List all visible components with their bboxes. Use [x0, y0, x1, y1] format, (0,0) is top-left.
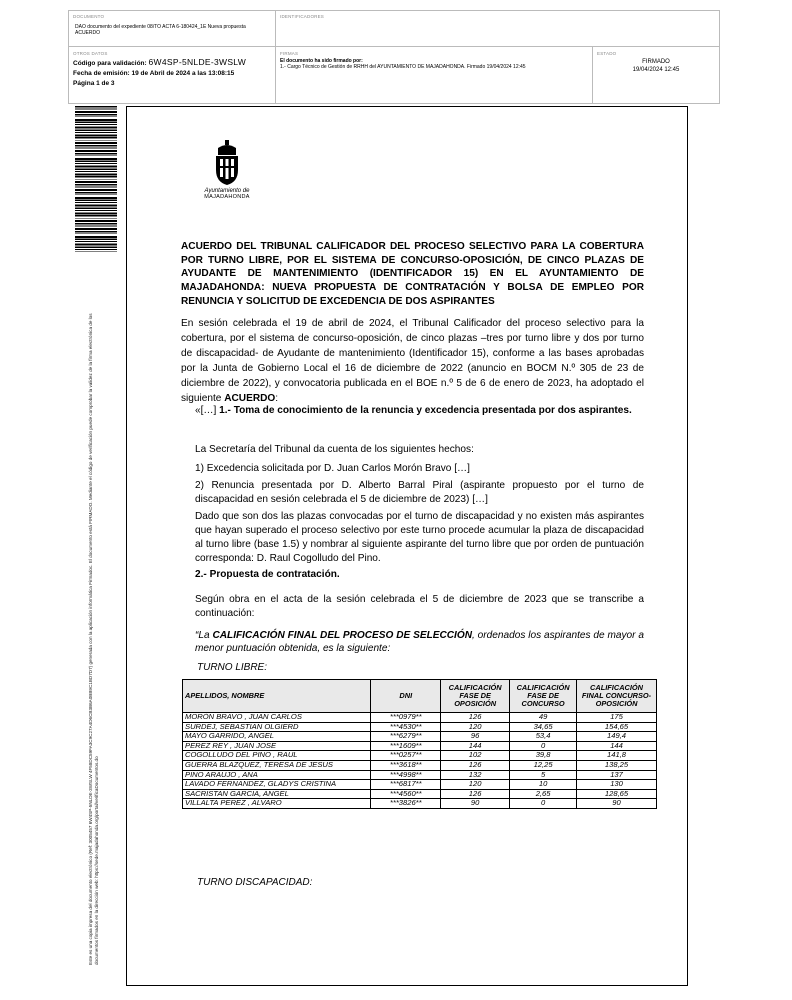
cell-dni: ***4560** — [371, 789, 441, 799]
section-1-prefix: «[…] — [195, 405, 220, 416]
table-header-row — [183, 680, 657, 713]
municipal-logo — [195, 140, 259, 200]
cell-oposicion: 120 — [441, 722, 510, 732]
turno-discapacidad-label: TURNO DISCAPACIDAD: — [197, 877, 313, 888]
quote-rest: , ordenados los aspirantes de mayor a menor puntuación obtenida, es la siguiente: — [195, 630, 644, 654]
cell-oposicion: 96 — [441, 732, 510, 742]
validation-code — [73, 58, 271, 68]
coat-of-arms-icon — [212, 140, 242, 186]
cell-name: MORÓN BRAVO , JUAN CARLOS — [183, 713, 371, 723]
table-row — [183, 799, 657, 809]
estado-label: ESTADO — [597, 51, 617, 56]
cell-oposicion: 126 — [441, 713, 510, 723]
table-row — [183, 713, 657, 723]
section-1-title: 1.- Toma de conocimiento de la renuncia y excedencia presentada por dos aspirantes. — [219, 405, 632, 416]
cell-name: LAVADO FERNANDEZ, GLADYS CRISTINA — [183, 780, 371, 790]
quote-paragraph — [195, 629, 644, 655]
verification-side-text: Este es una copia impresa del documento electrónico (Ref: 3005457 6W4SP-5NLDE-3WSLW 4F58DC59FA3C9C27A4D6CB3B6A0BB9C1BD7D7) generada con la aplicación informática Firmadoc. El documento está FIRMADO. Mediante el código de verificación puede comprobar la validez de la firma electrónica de los documentos firmados en la dirección web: https://sede.majadahonda.org/portal/verificaDocumentos.do — [88, 313, 100, 965]
cell-dni: ***3826** — [371, 799, 441, 809]
intro-end: : — [275, 393, 279, 404]
firmas-cell — [276, 47, 593, 103]
cell-final: 154,65 — [577, 722, 657, 732]
intro-paragraph — [181, 316, 644, 406]
signature-header — [68, 10, 720, 104]
cell-oposicion: 126 — [441, 789, 510, 799]
estado-date: 19/04/2024 12:45 — [632, 67, 680, 73]
otros-datos-cell — [69, 47, 276, 103]
paragraph-acta: Según obra en el acta de la sesión celebrada el 5 de diciembre de 2023 que se transcribe a continuación: — [195, 594, 644, 619]
table-row — [183, 732, 657, 742]
cell-oposicion: 90 — [441, 799, 510, 809]
cell-final: 141,8 — [577, 751, 657, 761]
cell-dni: ***3618** — [371, 760, 441, 770]
cell-concurso: 39,8 — [510, 751, 577, 761]
documento-label: DOCUMENTO — [73, 14, 105, 19]
cell-final: 149,4 — [577, 732, 657, 742]
quote-start: “La — [195, 630, 213, 641]
cell-final: 138,25 — [577, 760, 657, 770]
cell-final: 175 — [577, 713, 657, 723]
results-table — [182, 679, 657, 809]
cell-name: COGOLLUDO DEL PINO , RAUL — [183, 751, 371, 761]
cell-final: 128,65 — [577, 789, 657, 799]
validation-code-label: Código para validación: — [73, 60, 147, 67]
intro-bold: ACUERDO — [224, 393, 276, 404]
section-2-heading: 2.- Propuesta de contratación. — [195, 569, 340, 580]
cell-name: MAYO GARRIDO, ANGEL — [183, 732, 371, 742]
cell-name: VILLALTA PEREZ , ALVARO — [183, 799, 371, 809]
documento-cell — [69, 11, 276, 47]
cell-dni: ***0257** — [371, 751, 441, 761]
signer: 1.- Cargo Técnico de Gestión de RRHH del AYUNTAMIENTO DE MAJADAHONDA. Firmado 19/04/2024 12:45 — [280, 64, 526, 70]
cell-final: 137 — [577, 770, 657, 780]
paragraph-excedencia: 1) Excedencia solicitada por D. Juan Carlos Morón Bravo […] — [195, 463, 470, 474]
paragraph-acumular: Dado que son dos las plazas convocadas por el turno de discapacidad y no existen más aspirantes que hayan superado el proceso selectivo por este turno procede acumular la plaza de discapacidad al turno libre (base 1.5) y nombrar al siguiente aspirante del turno libre que por orden de puntuación corresponda: D. Raul Cogolludo del Pino. — [195, 511, 644, 564]
cell-dni: ***1609** — [371, 741, 441, 751]
cell-concurso: 0 — [510, 799, 577, 809]
cell-name: GUERRA BLAZQUEZ, TERESA DE JESUS — [183, 760, 371, 770]
cell-oposicion: 120 — [441, 780, 510, 790]
cell-dni: ***6279** — [371, 732, 441, 742]
cell-oposicion: 132 — [441, 770, 510, 780]
cell-dni: ***0979** — [371, 713, 441, 723]
logo-line2: MAJADAHONDA — [204, 194, 250, 200]
section-1-heading — [195, 404, 644, 417]
cell-dni: ***4530** — [371, 722, 441, 732]
page-number: Página 1 de 3 — [73, 80, 115, 87]
otros-datos-label: OTROS DATOS — [73, 51, 108, 56]
table-row — [183, 780, 657, 790]
firmas-label: FIRMAS — [280, 51, 299, 56]
header-final: CALIFICACIÓN FINAL CONCURSO-OPOSICIÓN — [577, 680, 657, 713]
estado-value: FIRMADO — [642, 59, 670, 65]
turno-libre-label: TURNO LIBRE: — [197, 662, 268, 673]
cell-concurso: 0 — [510, 741, 577, 751]
cell-concurso: 53,4 — [510, 732, 577, 742]
header-name: APELLIDOS, NOMBRE — [183, 680, 371, 713]
cell-concurso: 49 — [510, 713, 577, 723]
document-title: ACUERDO DEL TRIBUNAL CALIFICADOR DEL PROCESO SELECTIVO PARA LA COBERTURA POR TURNO LIBRE, POR EL SISTEMA DE CONCURSO-OPOSICIÓN, DE CINCO PLAZAS DE AYUDANTE DE MANTENIMIENTO (IDENTIFICADOR 15) EN EL AYUNTAMIENTO DE MAJADAHONDA: NUEVA PROPUESTA DE CONTRATACIÓN Y BOLSA DE EMPLEO POR RENUNCIA Y SOLICITUD DE EXCEDENCIA DE DOS ASPIRANTES — [181, 241, 644, 307]
cell-final: 90 — [577, 799, 657, 809]
intro-text: En sesión celebrada el 19 de abril de 2024, el Tribunal Calificador del proceso selectivo para la cobertura, por el sistema de concurso-oposición, de cinco plazas –tres por turno libre y dos por turno de discapacidad- de Ayudante de mantenimiento (Identificador 15), conforme a las bases aprobadas por la Junta de Gobierno Local el 16 de diciembre de 2022 (anuncio en BOCM N.º 305 de 23 de diciembre de 2022), y convocatoria publicada en el BOE n.º 5 de 6 de enero de 2023, ha adoptado el siguiente — [181, 318, 644, 404]
cell-oposicion: 144 — [441, 741, 510, 751]
cell-dni: ***4998** — [371, 770, 441, 780]
cell-final: 144 — [577, 741, 657, 751]
identificadores-label: IDENTIFICADORES — [280, 14, 325, 19]
cell-oposicion: 126 — [441, 760, 510, 770]
header-oposicion: CALIFICACIÓN FASE DE OPOSICIÓN — [441, 680, 510, 713]
cell-concurso: 34,65 — [510, 722, 577, 732]
paragraph-hechos: La Secretaría del Tribunal da cuenta de los siguientes hechos: — [195, 444, 474, 455]
logo-line1: Ayuntamiento de — [204, 188, 250, 194]
cell-name: PEREZ REY , JUAN JOSE — [183, 741, 371, 751]
header-dni: DNI — [371, 680, 441, 713]
cell-concurso: 10 — [510, 780, 577, 790]
cell-name: SURDEJ, SEBASTIAN OLGIERD — [183, 722, 371, 732]
estado-cell — [593, 47, 719, 103]
paragraph-renuncia: 2) Renuncia presentada por D. Alberto Barral Piral (aspirante propuesto por el turno de discapacidad en sesión celebrada el 5 de diciembre de 2023) […] — [195, 480, 644, 505]
cell-name: SACRISTAN GARCIA, ANGEL — [183, 789, 371, 799]
signed-by-label: El documento ha sido firmado por: — [280, 58, 363, 64]
table-row — [183, 760, 657, 770]
cell-oposicion: 102 — [441, 751, 510, 761]
cell-concurso: 12,25 — [510, 760, 577, 770]
documento-text: DAO documento del expediente 08/TO ACTA 6-180424_1E Nueva propuesta ACUERDO — [75, 24, 246, 36]
cell-concurso: 5 — [510, 770, 577, 780]
identificadores-cell — [276, 11, 719, 47]
quote-bold: CALIFICACIÓN FINAL DEL PROCESO DE SELECCIÓN — [212, 630, 472, 641]
cell-final: 130 — [577, 780, 657, 790]
cell-dni: ***6817** — [371, 780, 441, 790]
emission-date: Fecha de emisión: 19 de Abril de 2024 a las 13:08:15 — [73, 70, 235, 77]
cell-concurso: 2,65 — [510, 789, 577, 799]
cell-name: PINO ARAUJO , ANA — [183, 770, 371, 780]
validation-code-value[interactable]: 6W4SP-5NLDE-3WSLW — [148, 57, 247, 67]
header-concurso: CALIFICACIÓN FASE DE CONCURSO — [510, 680, 577, 713]
barcode — [75, 106, 117, 252]
